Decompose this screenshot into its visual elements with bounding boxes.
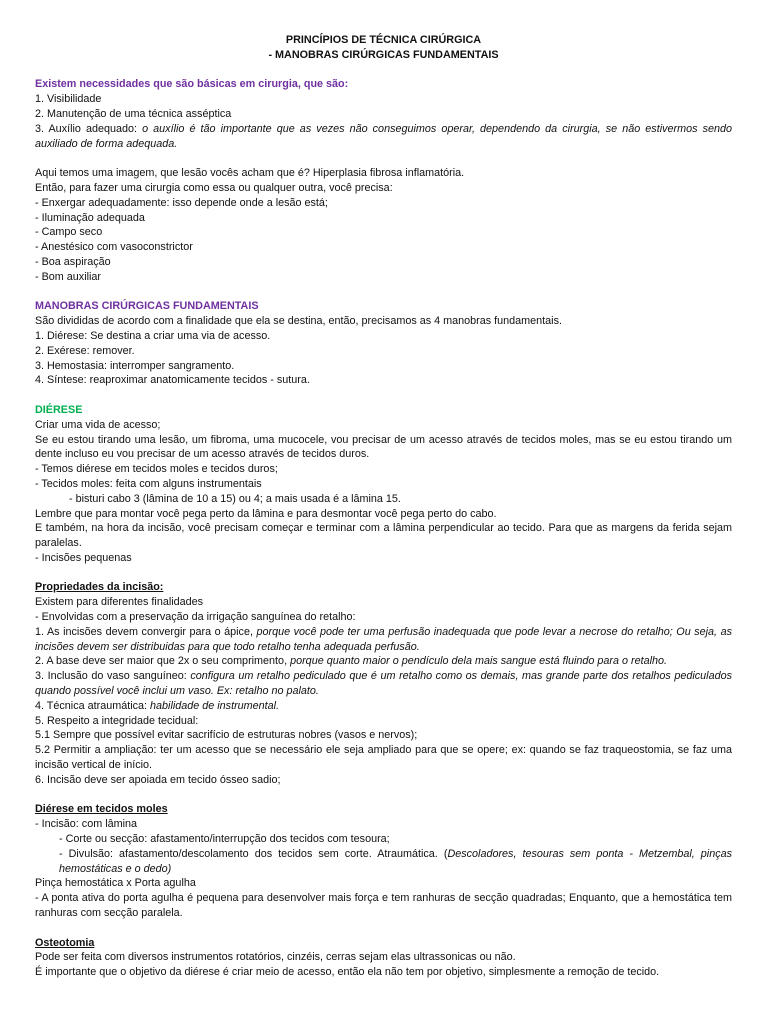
- propriedades-item-3-note: configura um retalho pediculado que é um retalho como os demais, mas grande parte dos retalhos pediculados quando possível você inclui um vaso. Ex: retalho no palato.: [35, 670, 732, 698]
- document-page: [35, 33, 732, 980]
- propriedades-item-4: [35, 699, 732, 714]
- intro-heading: Existem necessidades que são básicas em cirurgia, que são:: [35, 78, 349, 91]
- document-title: [35, 33, 732, 63]
- osteotomia-line: É importante que o objetivo da diérese é criar meio de acesso, então ela não tem por objetivo, simplesmente a remoção de tecido.: [35, 966, 660, 979]
- title-line-2: - MANOBRAS CIRÚRGICAS FUNDAMENTAIS: [268, 48, 499, 61]
- propriedades-line: - Envolvidas com a preservação da irrigação sanguínea do retalho:: [35, 611, 356, 624]
- title-line-1: PRINCÍPIOS DE TÉCNICA CIRÚRGICA: [285, 34, 482, 46]
- manobras-heading: MANOBRAS CIRÚRGICAS FUNDAMENTAIS: [35, 300, 259, 313]
- propriedades-item-2-note: porque quanto maior o pendículo dela mais sangue está fluindo para o retalho.: [290, 655, 668, 668]
- moles-divulsao-label: - Divulsão: afastamento/descolamento dos tecidos sem corte. Atraumática. (: [59, 847, 448, 860]
- dierese-line: - Tecidos moles: feita com alguns instrumentais: [35, 477, 262, 490]
- propriedades-item-5-2: 5.2 Permitir a ampliação: ter um acesso que se necessário ele seja ampliado para que se opere; ex: quando se faz traqueostomia, se faz uma incisão vertical de início.: [35, 744, 732, 772]
- list-item: 4. Síntese: reaproximar anatomicamente tecidos - sutura.: [35, 374, 310, 387]
- propriedades-item-2-label: 2. A base deve ser maior que 2x o seu comprimento,: [35, 655, 291, 668]
- dierese-line: Lembre que para montar você pega perto da lâmina e para desmontar você pega perto do cabo.: [35, 507, 497, 520]
- image-section: [35, 166, 732, 284]
- dierese-line: Se eu estou tirando uma lesão, um fibroma, uma mucocele, vou precisar de um acesso através de tecidos moles, mas se eu estou tirando um dente incluso eu vou precisar de um acesso através de tecidos duros.: [35, 433, 732, 461]
- image-need-intro: Então, para fazer uma cirurgia como essa ou qualquer outra, você precisa:: [35, 181, 393, 194]
- list-item: - Anestésico com vasoconstrictor: [35, 241, 193, 254]
- osteotomia-section: [35, 936, 732, 980]
- intro-section: [35, 77, 732, 151]
- manobras-intro: São divididas de acordo com a finalidade que ela se destina, então, precisamos as 4 manobras fundamentais.: [35, 315, 562, 328]
- list-item: - Boa aspiração: [35, 255, 111, 268]
- dierese-line: - bisturi cabo 3 (lâmina de 10 a 15) ou 4; a mais usada é a lâmina 15.: [69, 492, 401, 505]
- propriedades-item-1: [35, 625, 732, 655]
- propriedades-item-4-label: 4. Técnica atraumática:: [35, 699, 151, 712]
- moles-line: - Corte ou secção: afastamento/interrupção dos tecidos com tesoura;: [59, 833, 390, 846]
- osteotomia-line: Pode ser feita com diversos instrumentos rotatórios, cinzéis, cerras sejam elas ultrassonicas ou não.: [35, 951, 516, 964]
- intro-item-3-note: o auxílio é tão importante que as vezes não conseguimos operar, dependendo da cirurgia, se não estivermos sendo auxiliado de forma adequada.: [35, 122, 732, 150]
- propriedades-item-1-label: 1. As incisões devem convergir para o ápice,: [35, 625, 257, 638]
- list-item: - Bom auxiliar: [35, 270, 101, 283]
- propriedades-item-5-1: 5.1 Sempre que possível evitar sacrifício de estruturas nobres (vasos e nervos);: [35, 729, 418, 742]
- propriedades-item-6: 6. Incisão deve ser apoiada em tecido ósseo sadio;: [35, 773, 281, 786]
- intro-item-2: 2. Manutenção de uma técnica asséptica: [35, 107, 232, 120]
- moles-line: Pinça hemostática x Porta agulha: [35, 877, 196, 890]
- image-question: Aqui temos uma imagem, que lesão vocês acham que é? Hiperplasia fibrosa inflamatória.: [35, 167, 465, 180]
- dierese-line: Criar uma vida de acesso;: [35, 418, 161, 431]
- intro-item-3-label: 3. Auxílio adequado:: [35, 122, 143, 135]
- list-item: 2. Exérese: remover.: [35, 344, 135, 357]
- moles-line: [35, 847, 732, 877]
- propriedades-item-5: 5. Respeito a integridade tecidual:: [35, 714, 199, 727]
- propriedades-heading: Propriedades da incisão:: [35, 581, 164, 594]
- list-item: 3. Hemostasia: interromper sangramento.: [35, 359, 235, 372]
- propriedades-item-2: [35, 654, 732, 669]
- moles-line: - Incisão: com lâmina: [35, 818, 138, 831]
- moles-line: - A ponta ativa do porta agulha é pequena para desenvolver mais força e tem ranhuras de secção quadradas; Enquanto, que a hemostática tem ranhuras com secção paralela.: [35, 892, 732, 920]
- list-item: - Enxergar adequadamente: isso depende onde a lesão está;: [35, 196, 328, 209]
- list-item: 1. Diérese: Se destina a criar uma via de acesso.: [35, 329, 271, 342]
- osteotomia-heading: Osteotomia: [35, 936, 95, 949]
- propriedades-item-1-note: porque você pode ter uma perfusão inadequada que pode levar a necrose do retalho; Ou seja, as incisões devem ser distribuidas para que todo retalho tenha adequada perfusão.: [35, 625, 732, 653]
- list-item: - Iluminação adequada: [35, 211, 145, 224]
- intro-item-1: 1. Visibilidade: [35, 93, 102, 106]
- dierese-line: E também, na hora da incisão, você precisam começar e terminar com a lâmina perpendicular ao tecido. Para que as margens da ferida sejam paralelas.: [35, 522, 732, 550]
- propriedades-line: Existem para diferentes finalidades: [35, 596, 204, 609]
- propriedades-item-4-note: habilidade de instrumental.: [150, 699, 280, 712]
- propriedades-item-3: [35, 669, 732, 699]
- list-item: - Campo seco: [35, 226, 103, 239]
- moles-heading: Diérese em tecidos moles: [35, 803, 168, 816]
- intro-item-3: [35, 122, 732, 152]
- dierese-section: [35, 403, 732, 566]
- moles-section: [35, 802, 732, 920]
- propriedades-section: [35, 580, 732, 787]
- dierese-line: - Incisões pequenas: [35, 551, 132, 564]
- dierese-heading: DIÉRESE: [35, 403, 83, 416]
- manobras-section: [35, 299, 732, 388]
- dierese-line: - Temos diérese em tecidos moles e tecidos duros;: [35, 463, 278, 476]
- moles-divulsao-note: Descoladores, tesouras sem ponta - Metzembal, pinças hemostáticas e o dedo): [59, 847, 733, 875]
- propriedades-item-3-label: 3. Inclusão do vaso sanguíneo:: [35, 670, 191, 683]
